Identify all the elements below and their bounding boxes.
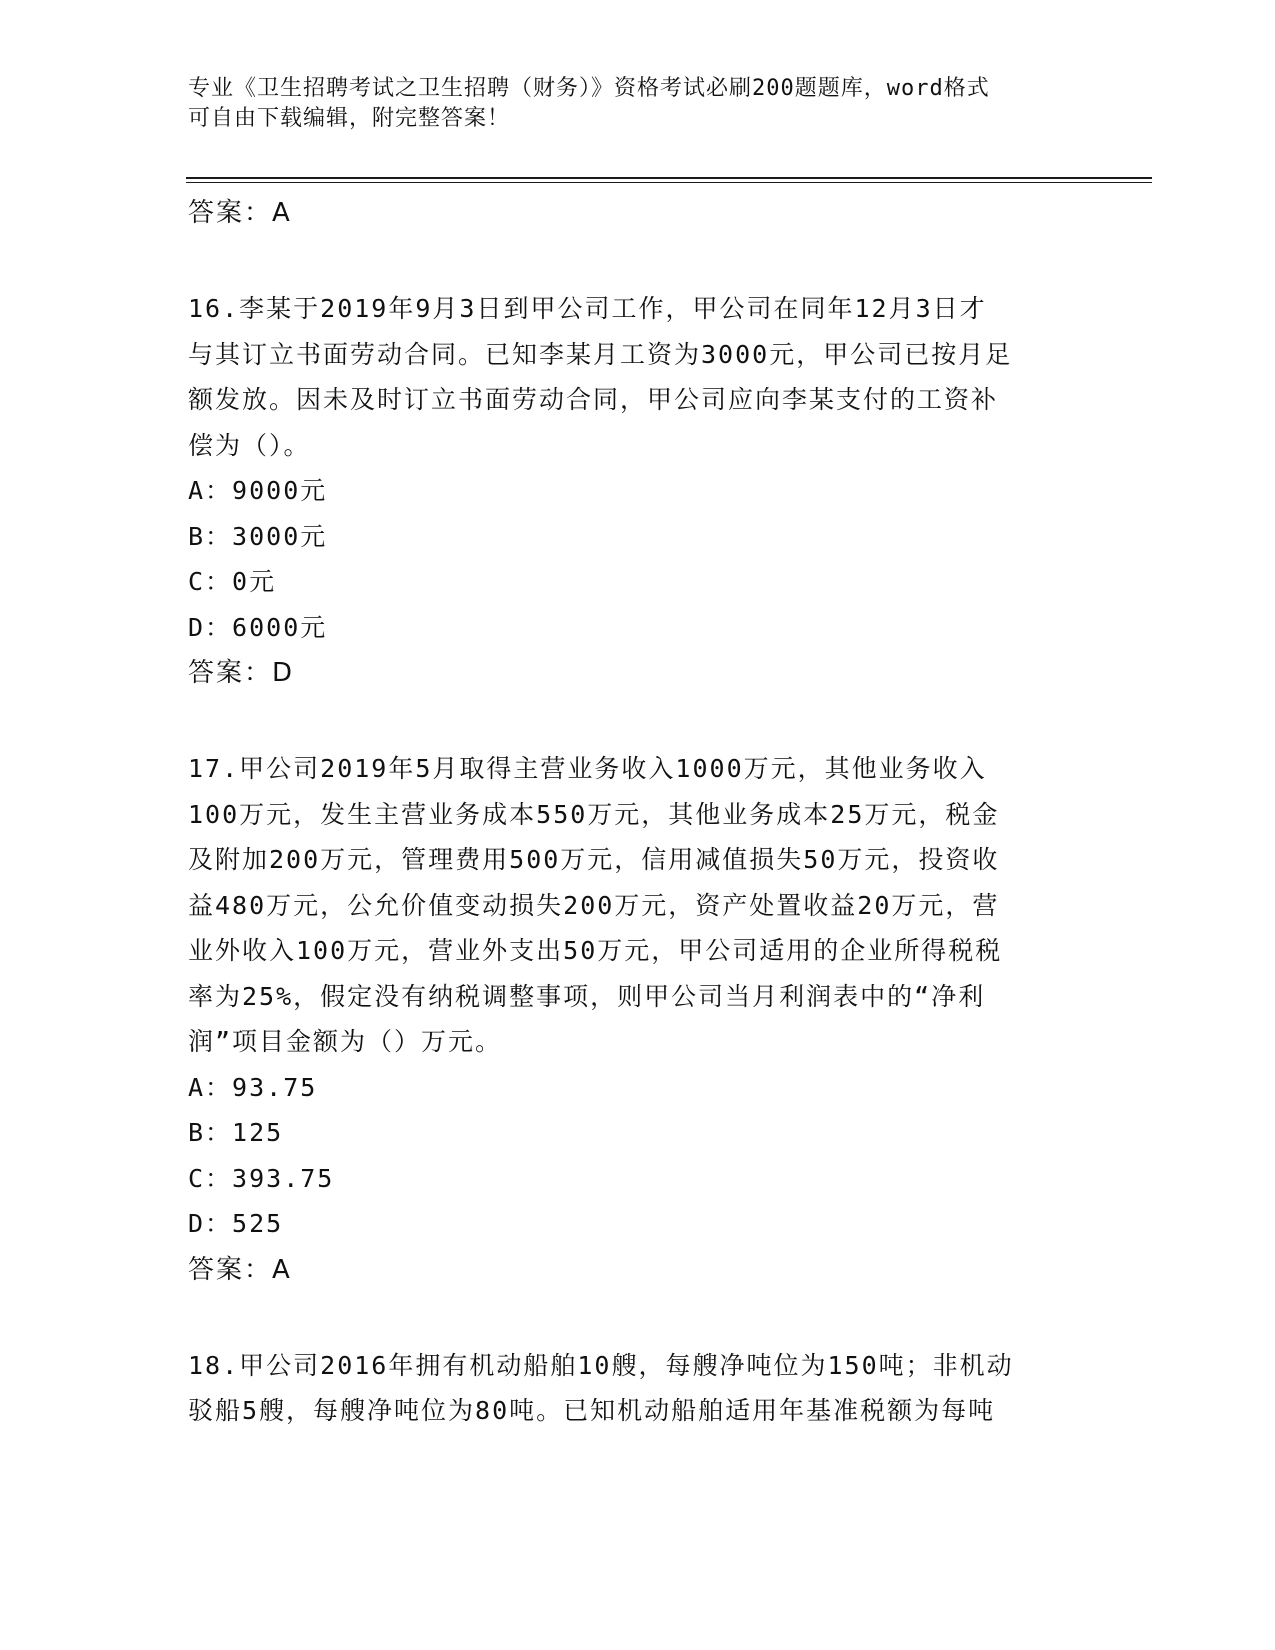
question-text bbox=[188, 746, 1088, 1065]
option-c: C：0元 bbox=[188, 567, 277, 596]
page-header bbox=[188, 74, 1088, 134]
option-d: D：525 bbox=[188, 1209, 284, 1238]
option-c: C：393.75 bbox=[188, 1163, 335, 1193]
question-line: 率为25%，假定没有纳税调整事项，则甲公司当月利润表中的“净利 bbox=[188, 981, 986, 1011]
question-line: 16.李某于2019年9月3日到甲公司工作，甲公司在同年12月3日才 bbox=[188, 294, 987, 323]
document-body bbox=[188, 190, 1088, 1434]
option-a: A：93.75 bbox=[188, 1072, 318, 1102]
question-text bbox=[188, 1343, 1088, 1434]
question-line: 益480万元，公允价值变动损失200万元，资产处置收益20万元，营 bbox=[188, 890, 1000, 920]
question-17 bbox=[188, 746, 1088, 1293]
question-line: 额发放。因未及时订立书面劳动合同，甲公司应向李某支付的工资补 bbox=[188, 385, 999, 414]
question-line: 驳船5艘，每艘净吨位为80吨。已知机动船舶适用年基准税额为每吨 bbox=[188, 1396, 996, 1425]
answer-line: 答案：D bbox=[188, 658, 295, 688]
option-b: B：125 bbox=[188, 1118, 284, 1147]
question-line: 与其订立书面劳动合同。已知李某月工资为3000元，甲公司已按月足 bbox=[188, 339, 1013, 369]
question-line: 业外收入100万元，营业外支出50万元，甲公司适用的企业所得税税 bbox=[188, 936, 1003, 965]
question-line: 润”项目金额为（）万元。 bbox=[188, 1027, 503, 1056]
option-b: B：3000元 bbox=[188, 521, 328, 551]
answer-line: 答案：A bbox=[188, 198, 292, 228]
question-line: 17.甲公司2019年5月取得主营业务收入1000万元，其他业务收入 bbox=[188, 754, 987, 783]
question-line: 及附加200万元，管理费用500万元，信用减值损失50万元，投资收 bbox=[188, 845, 1000, 874]
question-line: 100万元，发生主营业务成本550万元，其他业务成本25万元，税金 bbox=[188, 799, 1000, 829]
header-line: 可自由下载编辑，附完整答案！ bbox=[188, 106, 511, 131]
question-16 bbox=[188, 286, 1088, 696]
question-18 bbox=[188, 1343, 1088, 1434]
header-rule-thin bbox=[186, 182, 1152, 183]
question-line: 偿为（）。 bbox=[188, 430, 311, 460]
option-a: A：9000元 bbox=[188, 476, 328, 505]
header-rule bbox=[186, 177, 1152, 179]
option-d: D：6000元 bbox=[188, 612, 328, 642]
header-line: 专业《卫生招聘考试之卫生招聘（财务）》资格考试必刷200题题库，word格式 bbox=[188, 76, 990, 101]
question-text bbox=[188, 286, 1088, 468]
answer-line: 答案：A bbox=[188, 1254, 292, 1285]
question-line: 18.甲公司2016年拥有机动船舶10艘，每艘净吨位为150吨；非机动 bbox=[188, 1350, 1014, 1380]
